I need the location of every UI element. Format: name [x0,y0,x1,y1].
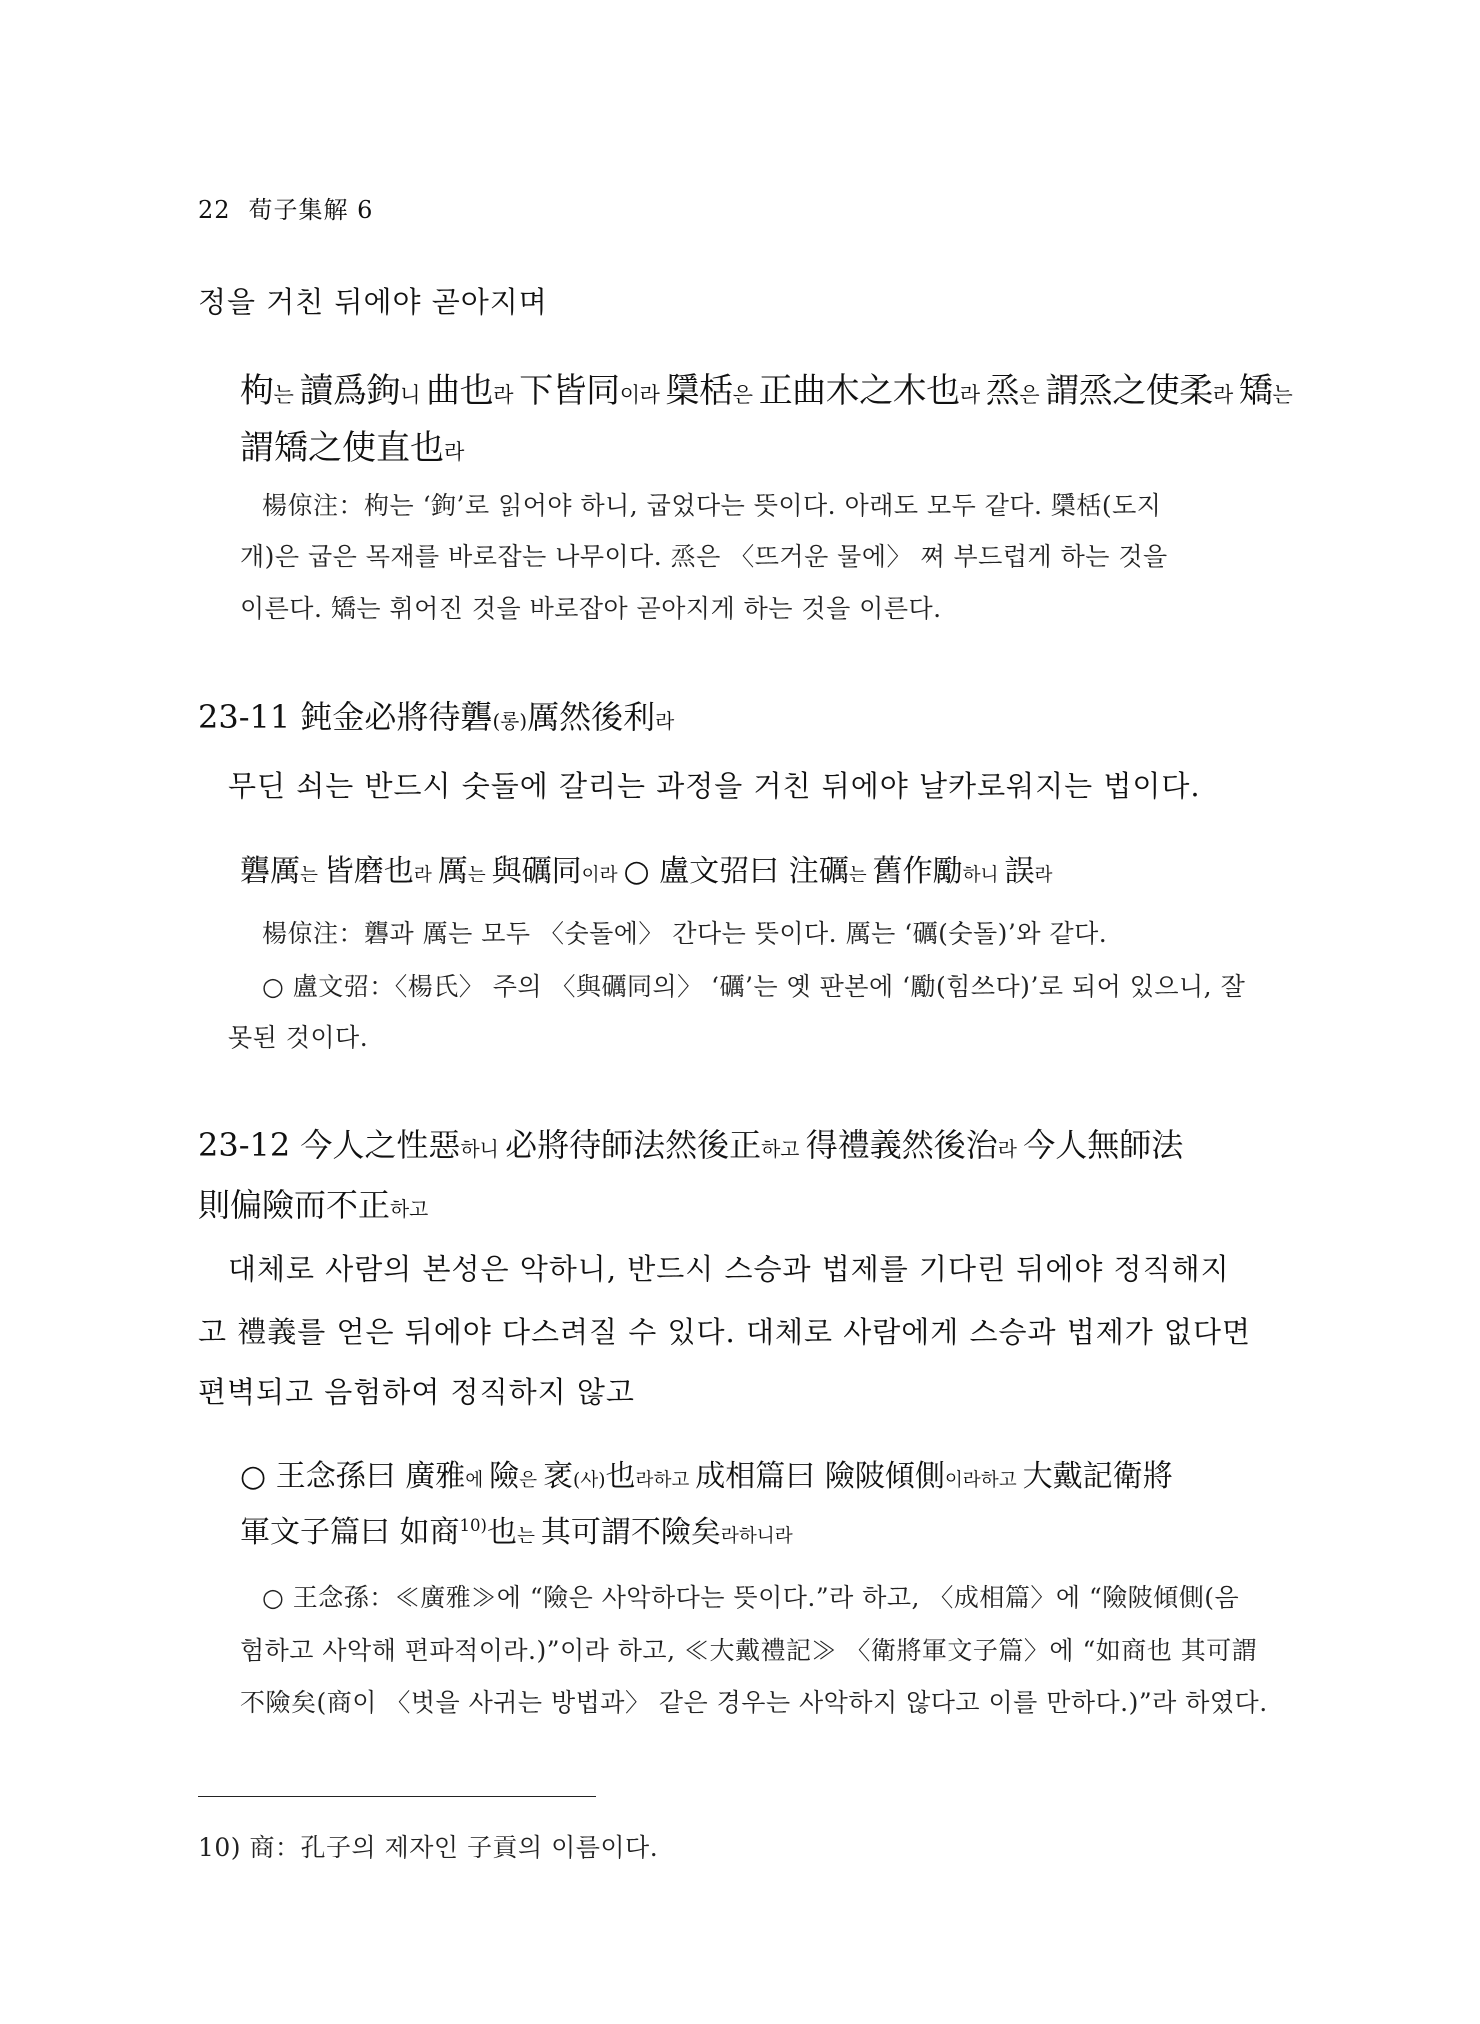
text-span: 矯 [1238,371,1273,411]
footnote-separator [198,1796,596,1797]
note-line: 楊倞注：礱과 厲는 모두 〈숫돌에〉 간다는 뜻이다. 厲는 ‘礪(숫돌)’와 같다. [262,919,1108,948]
text-span: 烝 [985,371,1020,411]
text-span: 檃栝 [665,371,733,411]
particle-span: 는 [300,865,324,886]
text-span: 與礪同 [491,854,582,889]
text-span: 舊作勵 [872,854,963,889]
particle-span: 라 [1212,382,1239,407]
text-span: 皆磨也 [323,854,414,889]
heading-text: 得禮義然後治 [805,1126,998,1164]
reading-gloss: (사) [573,1470,606,1491]
particle-span: 은 [519,1470,543,1491]
footnote-marker: 10) [459,1516,487,1535]
commentary-text-line [240,363,1292,412]
page-number: 22 [198,196,231,224]
note-line: 楊倞注：枸는 ‘鉤’로 읽어야 하니, 굽었다는 뜻이다. 아래도 모두 같다. 檃栝(도지 [262,491,1162,520]
book-title: 荀子集解 6 [248,196,374,224]
note-line: 험하고 사악해 편파적이라.)”이라 하고, ≪大戴禮記≫ 〈衛將軍文子篇〉에 “如商也 其可謂 [240,1636,1258,1665]
text-span: 枸 [240,371,274,411]
particle-span: 는 [467,865,492,886]
commentary-text-line [240,1507,793,1551]
translation-line: 편벽되고 음험하여 정직하지 않고 [198,1375,635,1409]
text-span: 謂矯之使直也 [240,428,444,468]
particle-span: 라 [413,865,438,886]
particle-span: 라 [997,1138,1024,1161]
particle-span: 라하고 [635,1470,696,1491]
translation-line: 무딘 쇠는 반드시 숫돌에 갈리는 과정을 거친 뒤에야 날카로워지는 법이다. [228,769,1201,803]
particle-span: 는 [273,382,300,407]
text-span: 讀爲鉤 [299,371,401,411]
footnote: 10) 商：孔子의 제자인 子貢의 이름이다. [198,1833,659,1862]
heading-text: 今人無師法 [1023,1126,1184,1164]
particle-span: 라 [655,710,675,733]
particle-span: 라 [493,382,520,407]
particle-span: 는 [516,1526,541,1547]
text-span: 厲 [437,854,468,889]
particle-span: 라 [1034,865,1053,886]
text-span: 衺 [543,1459,573,1494]
particle-span: 하니 [460,1138,506,1161]
commentary-text-line [240,420,464,469]
commentary-text-line [240,846,1052,890]
particle-span: 는 [848,865,873,886]
particle-span: 하니 [962,865,1005,886]
text-span: 曲也 [426,371,494,411]
section-heading [198,1120,1183,1166]
reading-gloss: (롱) [492,710,528,733]
note-line: 개)은 굽은 목재를 바로잡는 나무이다. 烝은 〈뜨거운 물에〉 쪄 부드럽게 하는 것을 [240,542,1168,571]
text-span: 礱厲 [240,854,300,889]
commentary-text-line [240,1451,1173,1495]
section-heading [198,692,674,738]
heading-text: 厲然後利 [527,698,656,736]
text-span: 下皆同 [519,371,620,411]
section-heading-continued [198,1180,428,1226]
text-span: ○ 王念孫曰 廣雅 [240,1459,466,1494]
heading-text: 則偏險而不正 [198,1186,391,1224]
particle-span: 하고 [761,1138,806,1161]
text-span: 也 [486,1515,517,1550]
particle-span: 이라하고 [944,1470,1023,1491]
text-span: 成相篇曰 險陂傾側 [695,1459,945,1494]
heading-text: 23-11 鈍金必將待礱 [198,698,493,736]
text-span: 正曲木之木也 [758,371,960,411]
particle-span: 에 [465,1470,490,1491]
text-span: 險 [489,1459,520,1494]
particle-span: 이라 [581,865,624,886]
note-line: ○ 盧文弨：〈楊氏〉 주의 〈與礪同의〉 ‘礪’는 옛 판본에 ‘勵(힘쓰다)’로 되어 있으니, 잘 [262,972,1246,1001]
text-span: 大戴記衛將 [1022,1459,1173,1494]
particle-span: 은 [1019,382,1046,407]
note-line: 못된 것이다. [228,1023,369,1052]
note-line: ○ 王念孫：≪廣雅≫에 “險은 사악하다는 뜻이다.”라 하고, 〈成相篇〉에 “險陂傾側(음 [262,1583,1240,1612]
particle-span: 이라 [619,382,666,407]
note-line: 이른다. 矯는 휘어진 것을 바로잡아 곧아지게 하는 것을 이른다. [240,594,942,623]
particle-span: 라 [444,439,465,464]
particle-span: 라하니라 [720,1526,793,1547]
heading-text: 23-12 今人之性惡 [198,1126,461,1164]
heading-text: 必將待師法然後正 [505,1126,762,1164]
translation-line: 고 禮義를 얻은 뒤에야 다스려질 수 있다. 대체로 사람에게 스승과 법제가 없다면 [198,1315,1252,1349]
translation-line: 대체로 사람의 본성은 악하니, 반드시 스승과 법제를 기다린 뒤에야 정직해지 [228,1252,1230,1286]
particle-span: 은 [732,382,759,407]
text-span: 其可謂不險矣 [540,1515,721,1550]
particle-span: 하고 [390,1198,429,1221]
note-line: 不險矣(商이 〈벗을 사귀는 방법과〉 같은 경우는 사악하지 않다고 이를 만하다.)”라 하였다. [240,1688,1268,1717]
text-span: 也 [605,1459,636,1494]
text-span: 軍文子篇曰 如商 [240,1515,460,1550]
translation-line: 정을 거친 뒤에야 곧아지며 [198,285,548,319]
running-header [198,190,373,225]
particle-span: 라 [959,382,986,407]
text-span: ○ 盧文弨曰 注礪 [623,854,849,889]
text-span: 謂烝之使柔 [1045,371,1213,411]
particle-span: 는 [1272,382,1293,407]
text-span: 誤 [1004,854,1035,889]
particle-span: 니 [400,382,427,407]
